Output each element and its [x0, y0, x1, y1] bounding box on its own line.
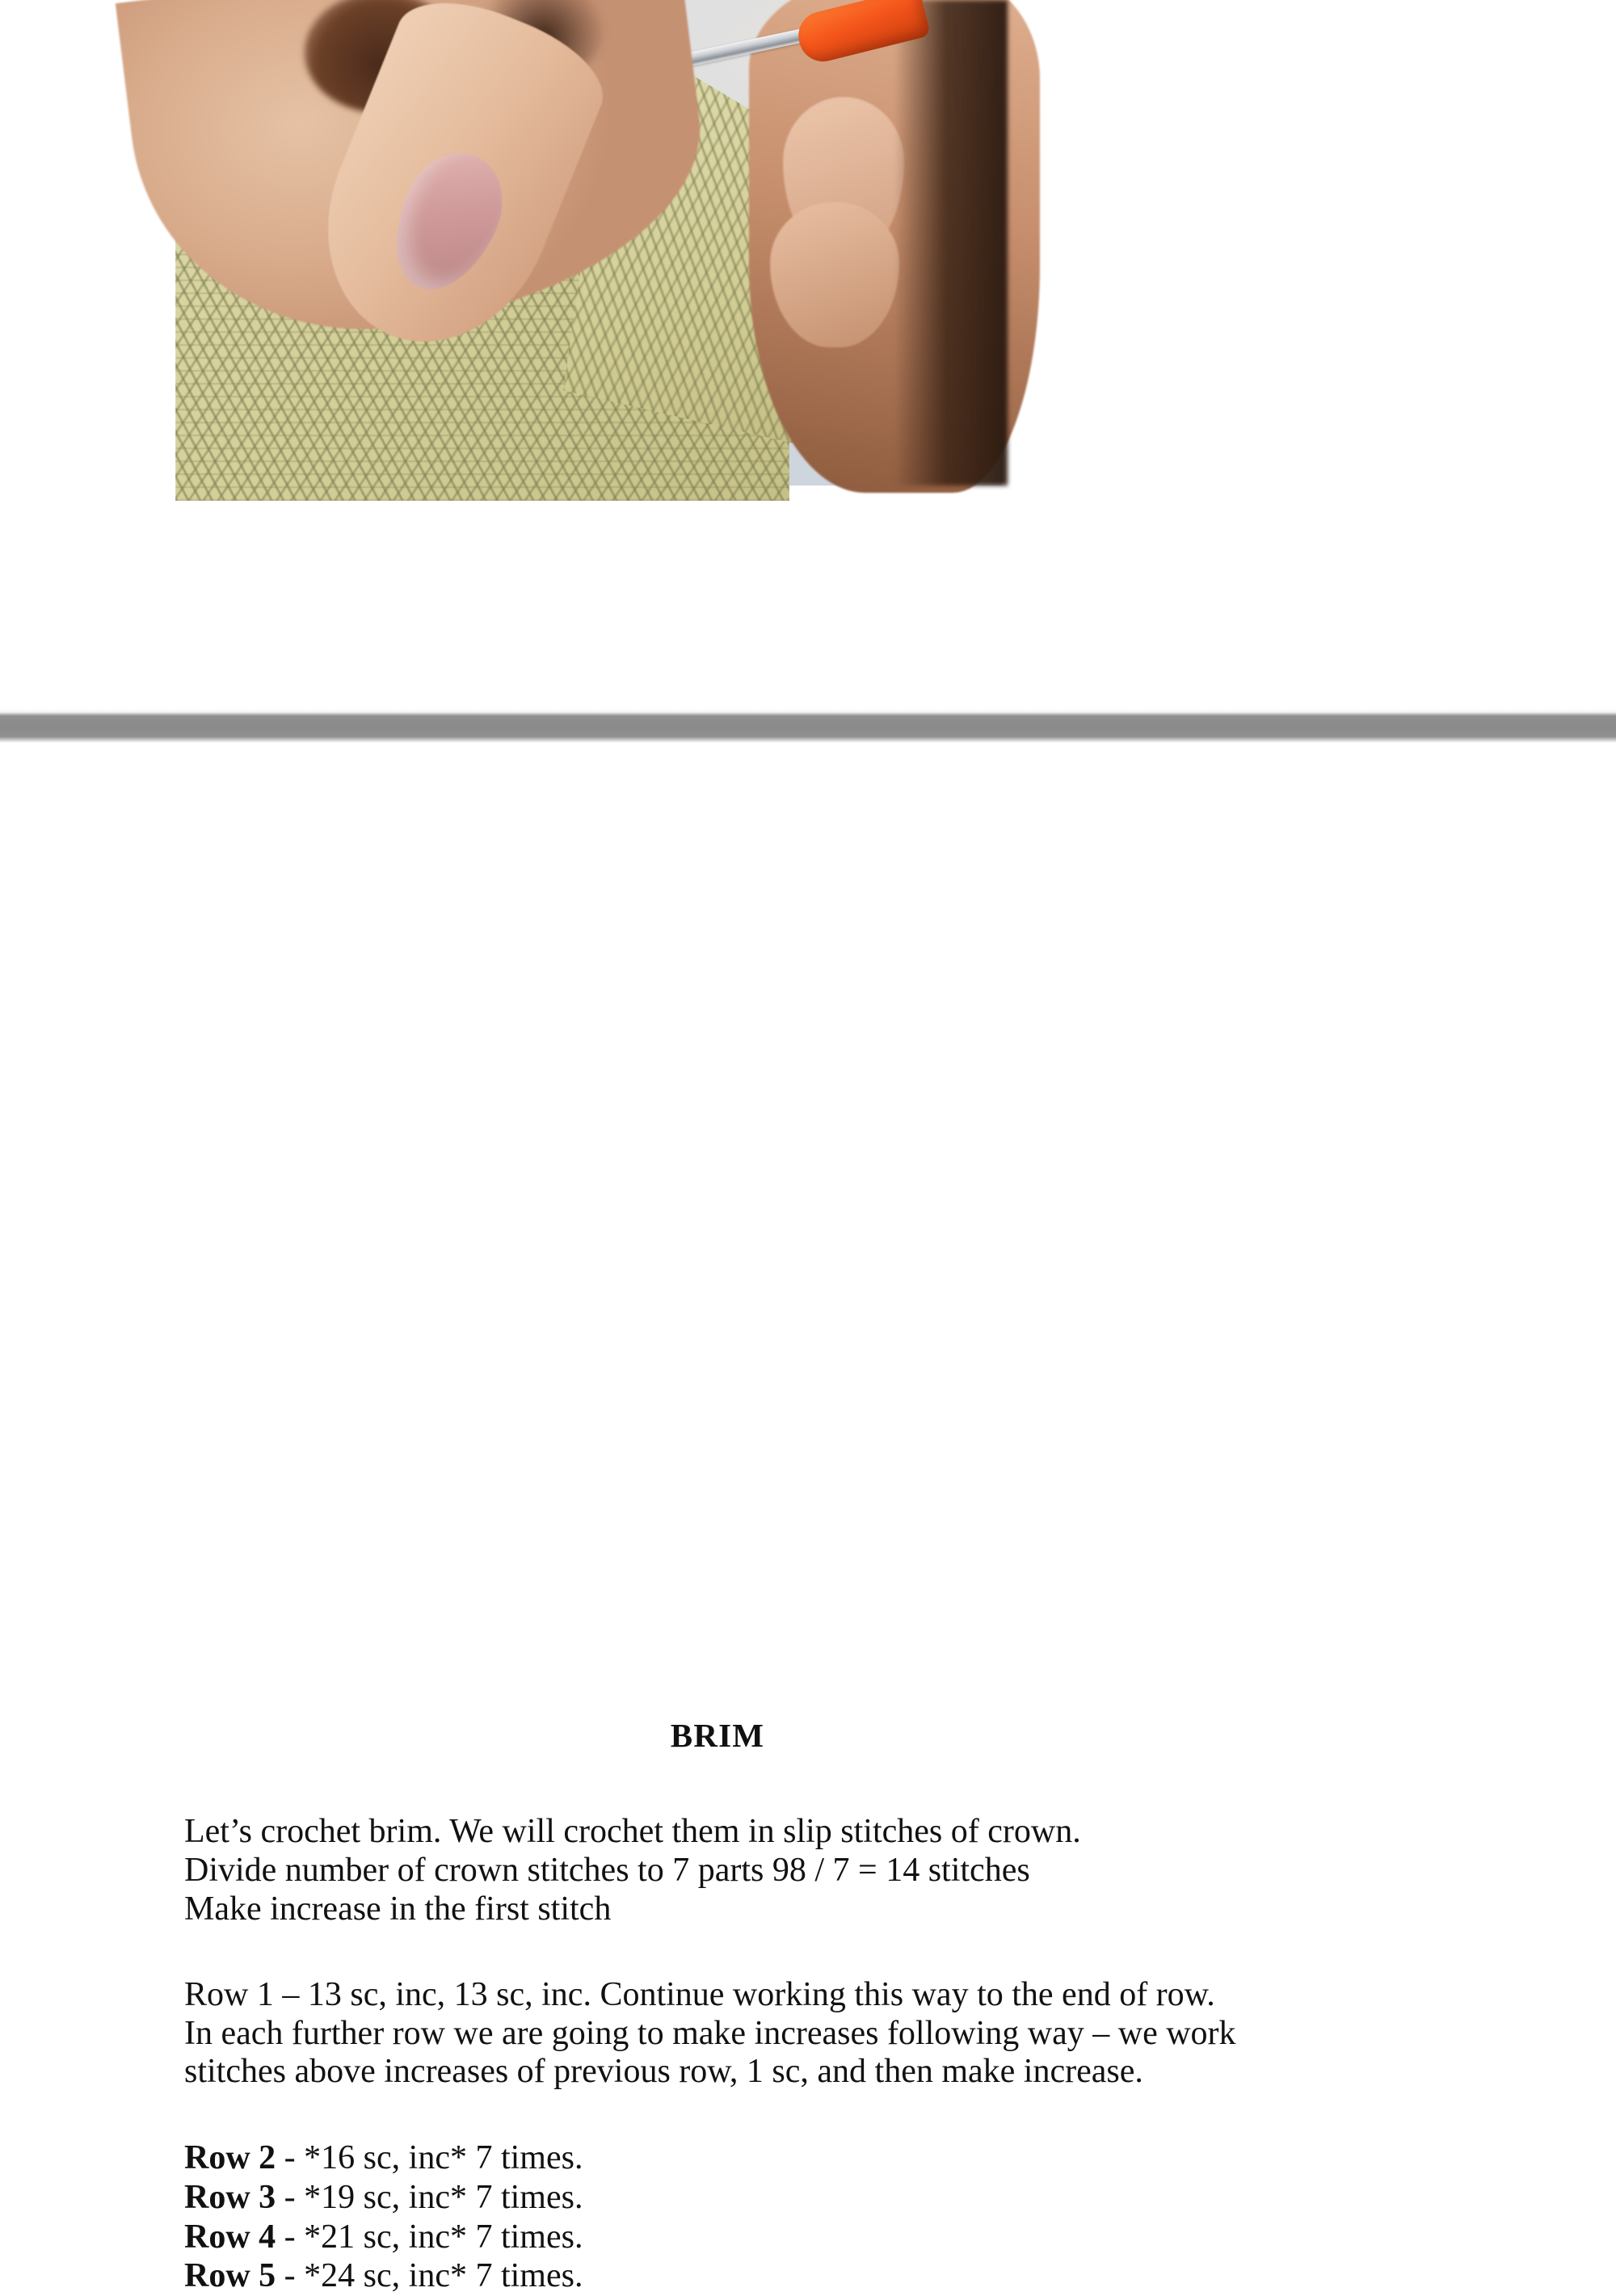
page-content	[184, 1716, 1251, 2295]
page-title: BRIM	[670, 1717, 765, 1754]
row-label: Row 2	[184, 2139, 276, 2177]
document-page-current	[0, 742, 1616, 2295]
row-separator: -	[276, 2257, 305, 2295]
document-page-previous	[0, 0, 1616, 713]
row-separator: -	[276, 2139, 305, 2177]
list-item	[184, 2256, 1251, 2295]
row-label: Row 4	[184, 2218, 276, 2256]
page-separator	[0, 709, 1616, 746]
intro-paragraph: Let’s crochet brim. We will crochet them in slip stitches of crown. Divide number of crown stitches to 7 parts 98 / 7 = 14 stitches Make increase in the first stitch	[184, 1813, 1081, 1928]
row-instruction: *24 sc, inc* 7 times.	[304, 2257, 583, 2295]
row-instruction-list	[184, 2138, 1251, 2295]
row1-paragraph: Row 1 – 13 sc, inc, 13 sc, inc. Continue working this way to the end of row. In each further row we are going to make increases following way – we work stitches above increases of previous row, 1 sc, and then make increase.	[184, 1975, 1236, 2091]
row-separator: -	[276, 2178, 305, 2216]
list-item	[184, 2138, 1251, 2178]
crochet-tutorial-photo	[183, 0, 1002, 486]
list-item	[184, 2178, 1251, 2218]
row-label: Row 5	[184, 2257, 276, 2295]
row-instruction: *21 sc, inc* 7 times.	[304, 2218, 583, 2256]
row-instruction: *19 sc, inc* 7 times.	[304, 2178, 583, 2216]
row-instruction: *16 sc, inc* 7 times.	[304, 2139, 583, 2177]
list-item	[184, 2218, 1251, 2257]
row-label: Row 3	[184, 2178, 276, 2216]
photo-shadow-region	[894, 0, 1008, 486]
row-separator: -	[276, 2218, 305, 2256]
